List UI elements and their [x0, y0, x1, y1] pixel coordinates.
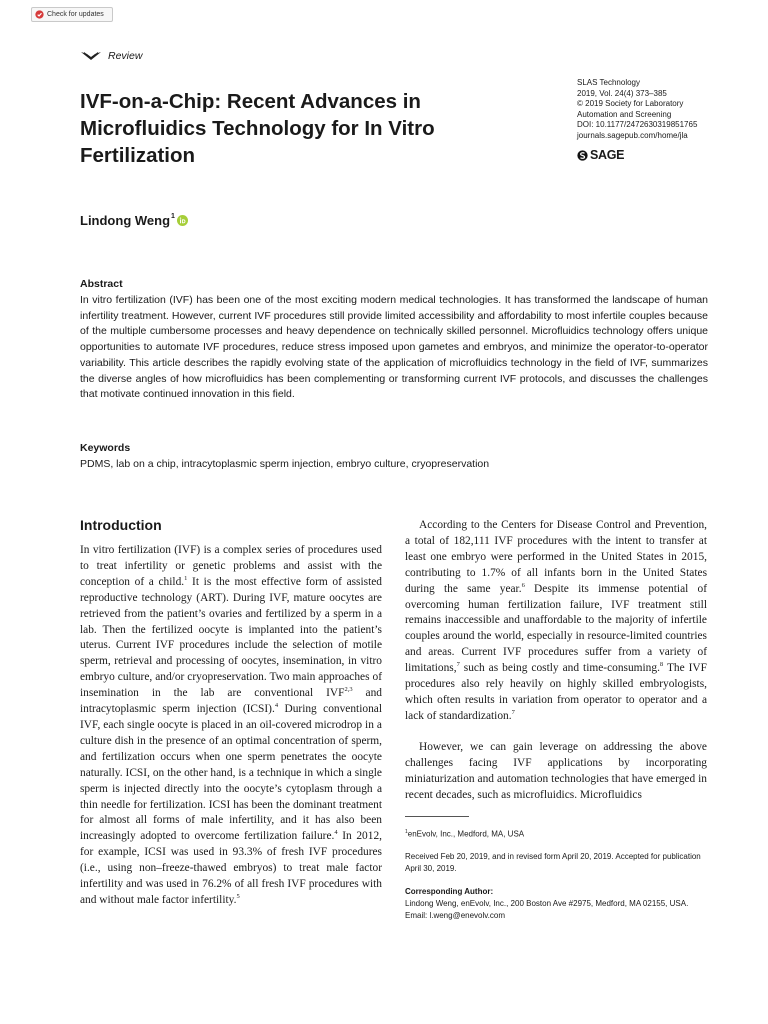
orcid-icon[interactable] — [177, 215, 188, 226]
author-name: Lindong Weng — [80, 213, 171, 228]
affiliation-text: enEvolv, Inc., Medford, MA, USA — [407, 829, 525, 839]
citation-ref[interactable]: 4 — [334, 829, 338, 837]
section-label — [80, 50, 142, 62]
section-name: Review — [108, 50, 143, 62]
citation-ref[interactable]: 4 — [274, 702, 279, 710]
intro-text: It is the most effective form of assisted reproductive technology (ART). During IVF, mature oocytes are retrieved from the patient’s ovaries and fertilized by a sperm in a lab. Then the fertilized oocyte is implanted into the patient’s uterus. Current IVF procedures include the selection of motile sperm, retrieval and processing of oocytes, insemination, in vitro embryo culture, and/or cryopreservation. Two main approaches of insemination in the lab are conventional IVF — [80, 575, 382, 700]
intro-text: According to the Centers for Disease Control and Prevention, a total of 182,111 IVF procedures with the intent to transfer at least one embryo were performed in the United States in 2015, contributing to 1.7% of all infants born in the United States during the same year. — [405, 519, 707, 595]
affiliation-mark: 1 — [405, 829, 408, 835]
publisher-logo — [577, 148, 624, 162]
intro-paragraph-1 — [80, 543, 382, 909]
citation-ref[interactable]: 7 — [456, 661, 460, 669]
journal-info — [577, 78, 757, 141]
check-for-updates-label: Check for updates — [47, 11, 104, 18]
citation-ref[interactable]: 2,3 — [344, 686, 353, 694]
article-title: IVF-on-a-Chip: Recent Advances in Microfluidics Technology for In Vitro Fertilization — [80, 90, 435, 167]
received-dates: Received Feb 20, 2019, and in revised form April 20, 2019. Accepted for publication April 30, 2019. — [405, 852, 701, 874]
abstract-body: In vitro fertilization (IVF) has been one of the most exciting modern medical technologies. It has transformed the landscape of human infertility treatment. However, current IVF procedures still provide limited accessibility and affordability to most infertile couples because of the multiple cumbersome processes and heavy dependence on technically skilled personnel. Microfluidics technology offers unique opportunities to automate IVF procedures, reduce stress imposed upon gametes and embryos, and minimize the operator-to-operator variability. This article describes the rapidly evolving state of the application of microfluidics technology in the field of IVF, summarizes the diverse angles of how microfluidics has been complementing or transforming current IVF protocols, and discusses the challenges that motivate continued innovation in this field. — [80, 294, 708, 401]
journal-name: SLAS Technology — [577, 78, 641, 87]
author-affiliation-mark: 1 — [171, 213, 175, 220]
intro-text: During conventional IVF, each single oocyte is placed in an oil-covered microdrop in a culture dish in the presence of an optimal concentration of sperm, and fertilization occurs when one sperm penetrates the oocyte naturally. ICSI, on the other hand, is a technique in which a single sperm is injected directly into the oocyte’s cytoplasm through a thin needle for fertilization. ICSI has been the dominant treatment for almost all forms of male infertility, and it has also been increasingly adopted to overcome fertilization failure. — [80, 703, 382, 843]
intro-text: The IVF procedures also rely heavily on highly skilled embryologists, which often results in variation from operator to operator and a lack of standardization. — [405, 662, 707, 722]
corresponding-author-email[interactable]: Email: l.weng@enevolv.com — [405, 910, 506, 920]
abstract-heading: Abstract — [80, 278, 123, 290]
citation-ref[interactable]: 6 — [521, 581, 525, 589]
intro-text: such as being costly and time-consuming. — [459, 662, 660, 675]
corresponding-author-address: Lindong Weng, enEvolv, Inc., 200 Boston Ave #2975, Medford, MA 02155, USA. — [405, 898, 689, 908]
citation-ref[interactable]: 1 — [184, 575, 188, 583]
journal-doi[interactable]: DOI: 10.1177/2472630319851765 — [577, 120, 698, 129]
journal-copyright: © 2019 Society for Laboratory — [577, 99, 684, 108]
citation-ref[interactable]: 7 — [511, 709, 515, 717]
journal-copyright-holder: Automation and Screening — [577, 109, 672, 119]
keywords-heading: Keywords — [80, 442, 131, 454]
author-line — [80, 213, 188, 228]
corresponding-author — [405, 886, 705, 921]
citation-ref[interactable]: 5 — [236, 893, 240, 901]
intro-text: Despite its immense potential of overcoming human fertilization failure, IVF treatment still remains inaccessible and unaffordable to the majority of infertile couples around the world, especially in resource-limited countries and areas. Current IVF procedures suffer from a variety of limitations, — [405, 582, 708, 675]
check-for-updates-button[interactable] — [31, 7, 113, 22]
publisher-name: SAGE — [590, 148, 625, 162]
affiliation-note — [405, 827, 705, 840]
introduction-heading: Introduction — [80, 517, 162, 533]
journal-volume: 2019, Vol. 24(4) 373–385 — [577, 88, 667, 98]
corresponding-author-heading: Corresponding Author: — [405, 887, 494, 897]
keywords-list: PDMS, lab on a chip, intracytoplasmic sperm injection, embryo culture, cryopreservation — [80, 458, 490, 470]
intro-text: and intracytoplasmic sperm injection (ICSI). — [80, 687, 382, 716]
review-bird-icon — [80, 50, 102, 62]
intro-paragraph-2 — [405, 518, 707, 725]
journal-url[interactable]: journals.sagepub.com/home/jla — [577, 130, 688, 140]
check-for-updates-icon — [35, 10, 44, 19]
intro-text: In vitro fertilization (IVF) is a complex series of procedures used to treat infertility or genetic problems and assist with the conception of a child. — [80, 544, 382, 588]
sage-logo-icon — [577, 150, 588, 161]
footnotes — [405, 827, 705, 921]
footnote-divider — [405, 816, 469, 817]
intro-text: In 2012, for example, ICSI was used in 93.3% of fresh IVF procedures (i.e., using non–freeze-thawed embryos) to treat male factor infertility and was used in 76.2% of all fresh IVF procedures with and without male factor infertility. — [80, 830, 382, 906]
citation-ref[interactable]: 8 — [659, 661, 664, 669]
intro-paragraph-3: However, we can gain leverage on addressing the above challenges facing IVF applications by incorporating miniaturization and automation technologies that have emerged in recent decades, such as microfluidics. Microfluidics — [405, 741, 707, 801]
